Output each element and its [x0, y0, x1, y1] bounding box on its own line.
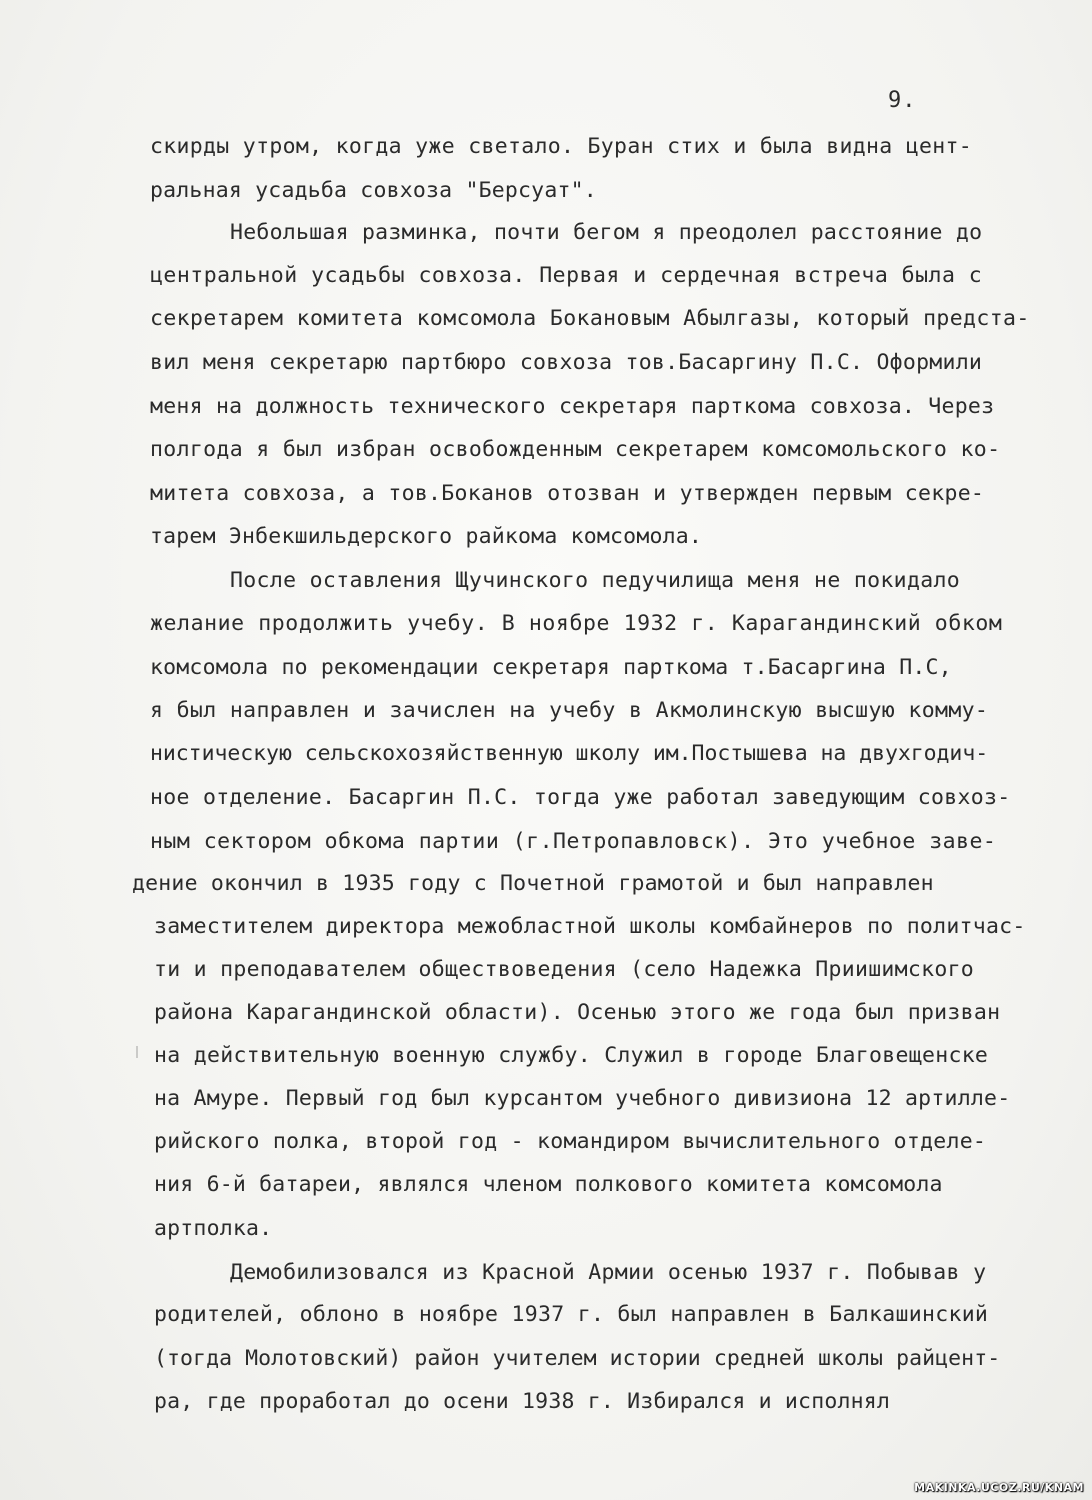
text-line: заместителем директора межобластной школы комбайнеров по политчас-: [154, 914, 1026, 939]
text-line: Демобилизовался из Красной Армии осенью 1937 г. Побывав у: [230, 1260, 987, 1285]
text-line: нистическую сельскохозяйственную школу им.Постышева на двухгодич-: [150, 741, 989, 766]
watermark-text: MAKINKA.UCOZ.RU/KNAM: [914, 1481, 1084, 1494]
page-number: 9.: [888, 88, 917, 113]
text-line: митета совхоза, а тов.Боканов отозван и утвержден первым секре-: [150, 481, 985, 506]
text-line: полгода я был избран освобожденным секретарем комсомольского ко-: [150, 437, 1001, 462]
text-line: После оставления Щучинского педучилища меня не покидало: [230, 568, 961, 593]
text-line: родителей, облоно в ноябре 1937 г. был направлен в Балкашинский: [154, 1302, 989, 1327]
text-line: скирды утром, когда уже светало. Буран стих и была видна цент-: [150, 134, 973, 159]
text-line: комсомола по рекомендации секретаря парткома т.Басаргина П.С,: [150, 655, 952, 680]
text-line: района Карагандинской области). Осенью этого же года был призван: [154, 1000, 1001, 1025]
text-line: на действительную военную службу. Служил в городе Благовещенске: [154, 1043, 989, 1068]
text-line: ра, где проработал до осени 1938 г. Избирался и исполнял: [154, 1389, 891, 1414]
text-line: ным сектором обкома партии (г.Петропавловск). Это учебное заве-: [150, 829, 997, 854]
text-line: желание продолжить учебу. В ноябре 1932 г. Карагандинский обком: [150, 611, 1003, 636]
text-line: рийского полка, второй год - командиром вычислительного отделе-: [154, 1129, 987, 1154]
text-line: артполка.: [154, 1216, 273, 1241]
text-line: меня на должность технического секретаря парткома совхоза. Через: [150, 394, 995, 419]
text-line: ное отделение. Басаргин П.С. тогда уже работал заведующим совхоз-: [150, 785, 1011, 810]
text-line: тарем Энбекшильдерского райкома комсомола.: [150, 524, 703, 549]
text-line: ральная усадьба совхоза "Берсуат".: [150, 178, 597, 203]
text-line: дение окончил в 1935 году с Почетной грамотой и был направлен: [132, 871, 934, 896]
text-line: (тогда Молотовский) район учителем истории средней школы райцент-: [154, 1346, 1001, 1371]
text-line: секретарем комитета комсомола Бокановым Абылгазы, который предста-: [150, 306, 1030, 331]
text-line: ния 6-й батареи, являлся членом полкового комитета комсомола: [154, 1172, 943, 1197]
text-line: на Амуре. Первый год был курсантом учебного дивизиона 12 артилле-: [154, 1086, 1011, 1111]
scan-mark: [136, 1046, 138, 1058]
text-line: центральной усадьбы совхоза. Первая и сердечная встреча была с: [150, 263, 983, 288]
text-line: ти и преподавателем обществоведения (село Надежка Приишимского: [154, 957, 975, 982]
text-line: вил меня секретарю партбюро совхоза тов.Басаргину П.С. Оформили: [150, 350, 983, 375]
text-line: Небольшая разминка, почти бегом я преодолел расстояние до: [230, 220, 983, 245]
text-line: я был направлен и зачислен на учебу в Акмолинскую высшую комму-: [150, 698, 989, 723]
